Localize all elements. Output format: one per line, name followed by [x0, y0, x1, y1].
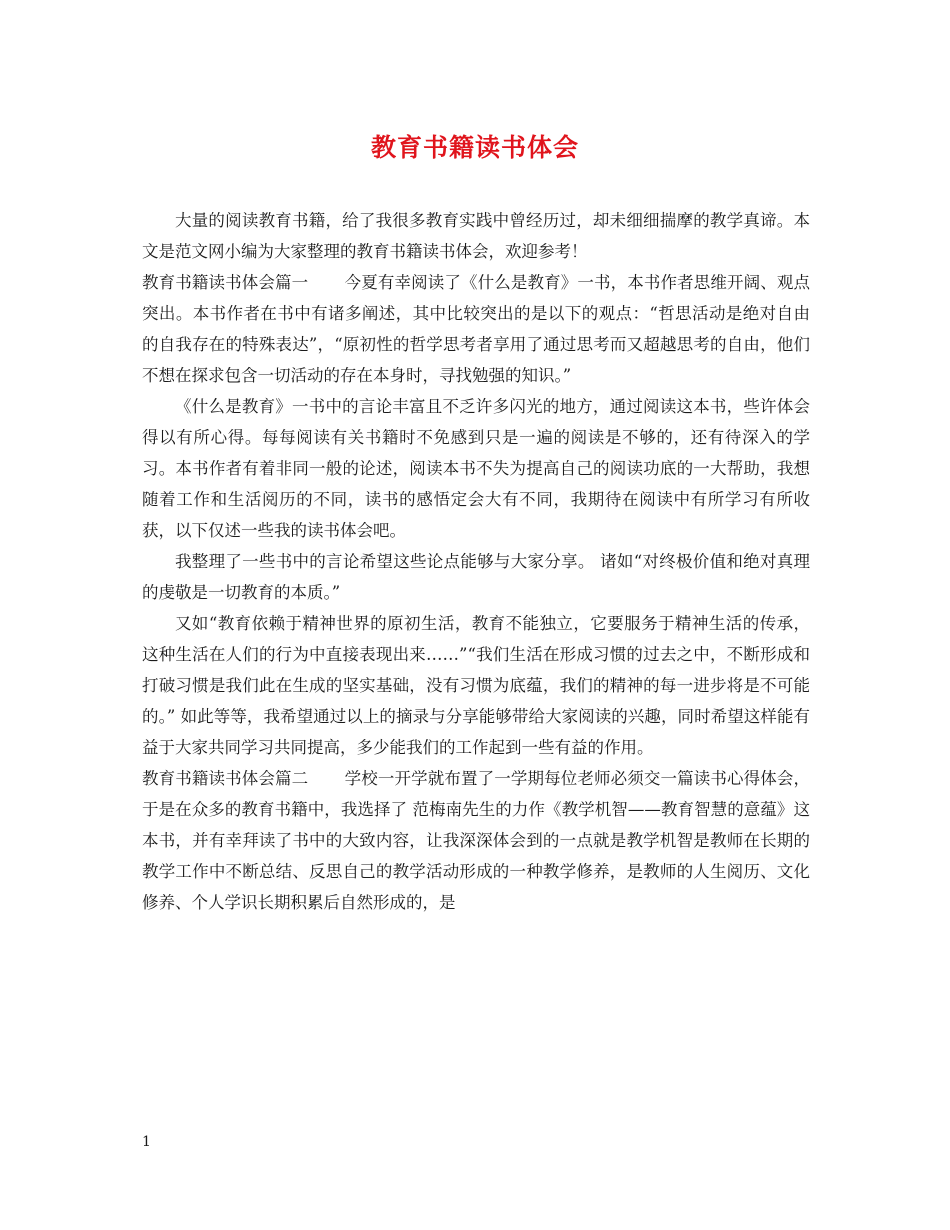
paragraph-text: 学校一开学就布置了一学期每位老师必须交一篇读书心得体会，于是在众多的教育书籍中，我选择了 范梅南先生的力作《教学机智——教育智慧的意蕴》这本书，并有幸拜读了书中的大致内容，让我深深体会到的一点就是教学机智是教师在长期的教学工作中不断总结、反思自己的教学活动形成的一种教学修养，是教师的人生阅历、文化修养、个人学识长期积累后自然形成的，是 [142, 769, 811, 912]
page-number: 1 [142, 1134, 151, 1150]
paragraph-text: 又如“教育依赖于精神世界的原初生活，教育不能独立，它要服务于精神生活的传承，这种生活在人们的行为中直接表现出来……”“我们生活在形成习惯的过去之中，不断形成和打破习惯是我们此在生成的坚实基础，没有习惯为底蕴，我们的精神的每一进步将是不可能的。” 如此等等，我希望通过以上的摘录与分享能够带给大家阅读的兴趣，同时希望这样能有益于大家共同学习共同提高，多少能我们的工作起到一些有益的作用。 [142, 614, 810, 757]
paragraph-text: 《什么是教育》一书中的言论丰富且不乏许多闪光的地方，通过阅读这本书，些许体会得以有所心得。每每阅读有关书籍时不免感到只是一遍的阅读是不够的，还有待深入的学习。本书作者有着非同一般的论述，阅读本书不失为提高自己的阅读功底的一大帮助，我想随着工作和生活阅历的不同，读书的感悟定会大有不同，我期待在阅读中有所学习有所收获，以下仅述一些我的读书体会吧。 [142, 397, 810, 540]
paragraph-text: 大量的阅读教育书籍，给了我很多教育实践中曾经历过，却未细细揣摩的教学真谛。本文是范文网小编为大家整理的教育书籍读书体会，欢迎参考！ [142, 211, 810, 261]
paragraph-section-one [142, 267, 810, 391]
paragraph-quotes [142, 608, 810, 763]
document-title: 教育书籍读书体会 [370, 133, 579, 162]
paragraph-text: 今夏有幸阅读了《什么是教育》一书，本书作者思维开阔、观点突出。本书作者在书中有诸多阐述，其中比较突出的是以下的观点：“哲思活动是绝对自由的自我存在的特殊表达”，“原初性的哲学思考者享用了通过思考而又超越思考的自由，他们不想在探求包含一切活动的存在本身时，寻找勉强的知识。” [142, 273, 811, 385]
section-heading: 教育书籍读书体会篇一 [142, 273, 309, 292]
section-heading: 教育书籍读书体会篇二 [142, 769, 309, 788]
document-body [142, 205, 810, 918]
paragraph-reflection [142, 391, 810, 546]
paragraph-section-two [142, 763, 810, 918]
paragraph-text: 我整理了一些书中的言论希望这些论点能够与大家分享。 诸如“对终极价值和绝对真理的虔敬是一切教育的本质。” [142, 552, 810, 602]
paragraph-quotes-intro [142, 546, 810, 608]
paragraph-intro [142, 205, 810, 267]
